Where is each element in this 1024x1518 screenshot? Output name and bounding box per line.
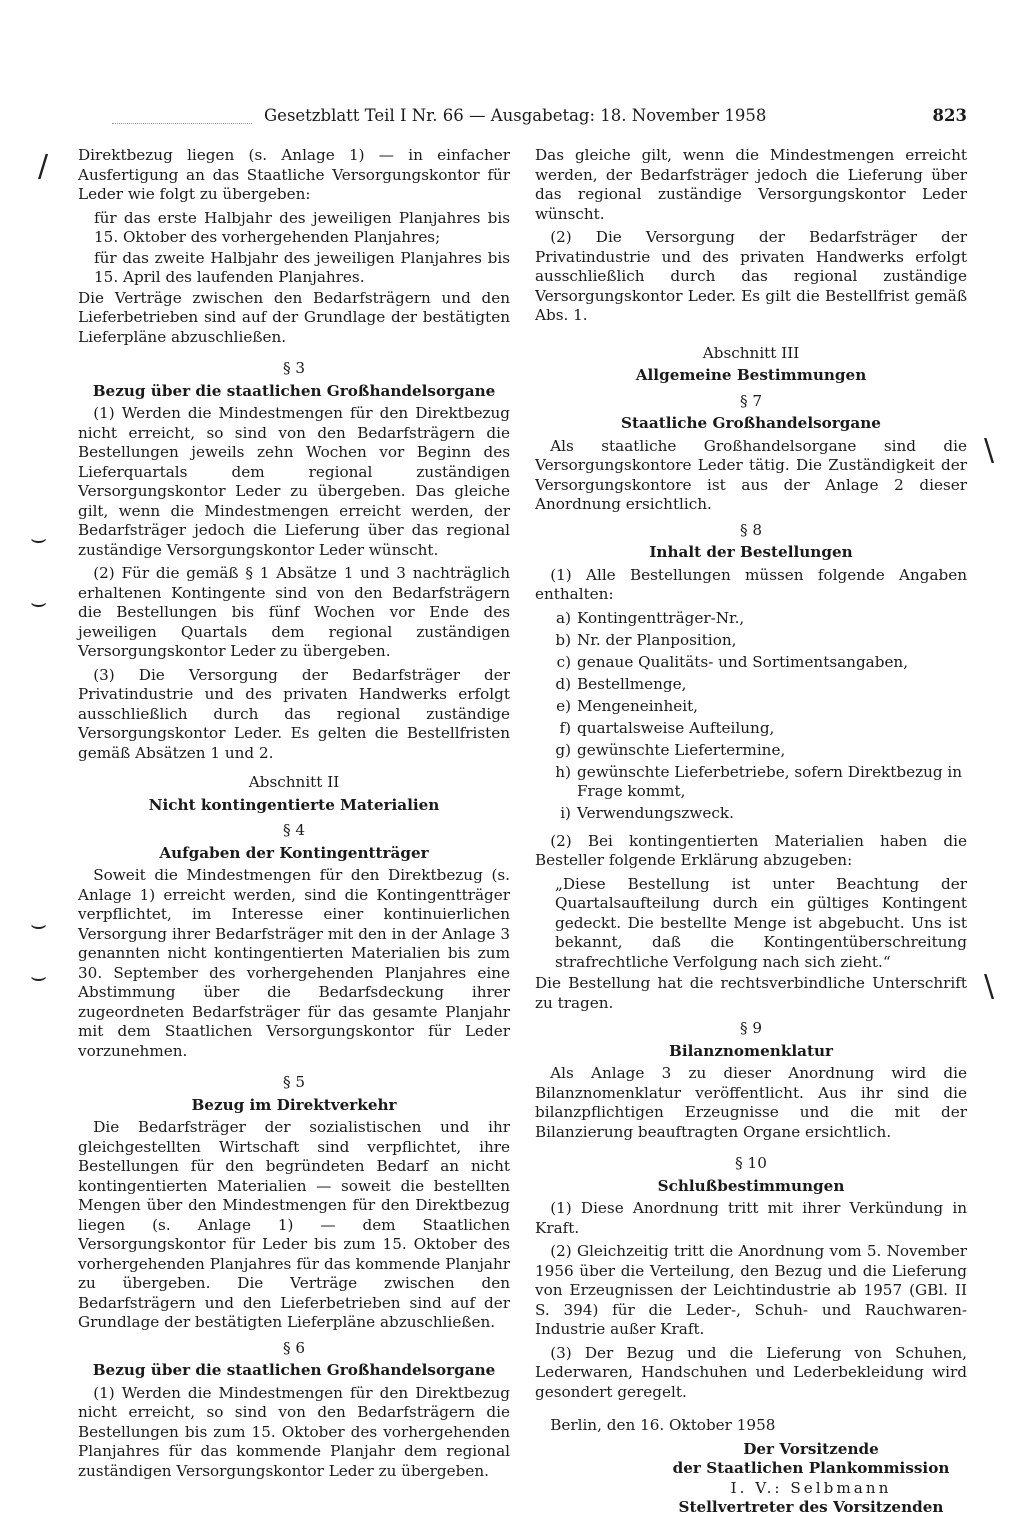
- margin-check-mark: ⌣: [30, 962, 48, 992]
- section-4-para-1: Soweit die Mindestmengen für den Direktbezug (s. Anlage 1) erreicht werden, sind die Kontingentträger verpflichtet, im Interesse einer kontinuierlichen Versorgung ihrer Bedarfsträger mit den in der Anlage 3 genannten nicht kontingentierten Materialien bis zum 30. September des vorhergehenden Planjahres eine Abstimmung über die Bedarfsdeckung ihrer zugeordneten Bedarfsträger für das gesamte Planjahr mit dem Staatlichen Versorgungskontor für Leder vorzunehmen.: [78, 866, 510, 1060]
- section-6-para-1: (1) Werden die Mindestmengen für den Direktbezug nicht erreicht, so sind von den Bedarfsträgern die Bestellungen bis zum 15. Oktober des vorhergehenden Planjahres für das kommende Planjahr dem regional zuständigen Versorgungskontor Leder zu übergeben.: [78, 1383, 510, 1480]
- signatory-role: Stellvertreter des Vorsitzenden: [678, 1498, 944, 1516]
- section-7-para-1: Als staatliche Großhandelsorgane sind die Versorgungskontore Leder tätig. Die Zuständigkeit der Versorgungskontore ist aus der Anlage 2 dieser Anordnung ersichtlich.: [535, 436, 967, 513]
- margin-check-mark: ⌣: [30, 524, 48, 554]
- list-item: d) Bestellmenge,: [555, 674, 687, 693]
- left-column: [78, 146, 510, 1485]
- list-item: f) quartalsweise Aufteilung,: [559, 718, 775, 737]
- abschnitt-3-title: Allgemeine Bestimmungen: [635, 366, 867, 384]
- list-item: i) Verwendungszweck.: [560, 804, 734, 822]
- section-5-title: Bezug im Direktverkehr: [191, 1095, 397, 1114]
- header-title: Gesetzblatt Teil I Nr. 66 — Ausgabetag: 18. November 1958: [264, 106, 767, 125]
- list-item: e) Mengeneinheit,: [556, 696, 698, 715]
- section-5-para-1: Die Bedarfsträger der sozialistischen und ihr gleichgestellten Wirtschaft sind verpflichtet, ihre Bestellungen für den begründeten Bedarf an nicht kontingentierten Materialien — soweit die bestellten Mengen über den Mindestmengen für den Direktbezug liegen (s. Anlage 1) — dem Staatlichen Versorgungskontor für Leder bis zum 15. Oktober des vorhergehenden Planjahres für das kommende Planjahr zu übergeben. Die Verträge zwischen den Bedarfsträgern und den Lieferbetrieben sind auf der Grundlage der bestätigten Lieferpläne abzuschließen.: [78, 1118, 510, 1331]
- intro-sub-second-half: für das zweite Halbjahr des jeweiligen Planjahres bis 15. April des laufenden Planjahres.: [94, 248, 510, 286]
- section-7-number: § 7: [739, 391, 763, 410]
- page-header: [264, 104, 967, 128]
- margin-slash-mark: /: [38, 149, 49, 184]
- right-column: [535, 146, 967, 1518]
- margin-check-mark: ⌣: [30, 910, 48, 940]
- list-item: c) genaue Qualitäts- und Sortimentsangaben,: [556, 652, 909, 671]
- section-5-number: § 5: [282, 1073, 306, 1091]
- section-10-para-3: (3) Der Bezug und die Lieferung von Schuhen, Lederwaren, Handschuhen und Lederbekleidung wird gesondert geregelt.: [535, 1343, 967, 1401]
- section-8-para-1: (1) Alle Bestellungen müssen folgende Angaben enthalten:: [535, 565, 967, 603]
- list-item: g) gewünschte Liefertermine,: [555, 740, 786, 759]
- abschnitt-3-label: Abschnitt III: [702, 343, 800, 362]
- signatory-name: I. V.: Selbmann: [730, 1478, 892, 1497]
- margin-backslash-mark: \: [984, 433, 995, 468]
- section-6-continuation: Das gleiche gilt, wenn die Mindestmengen erreicht werden, der Bedarfsträger jedoch die Lieferung über das regional zuständige Versorgungskontor Leder wünscht.: [535, 146, 967, 223]
- abschnitt-2-label: Abschnitt II: [248, 773, 340, 791]
- section-4-title: Aufgaben der Kontingentträger: [159, 843, 429, 862]
- intro-contracts-paragraph: Die Verträge zwischen den Bedarfsträgern und den Lieferbetrieben sind auf der Grundlage der bestätigten Lieferpläne abzuschließen.: [78, 288, 510, 346]
- header-rule: [112, 123, 252, 124]
- section-3-title: Bezug über die staatlichen Großhandelsorgane: [92, 381, 496, 400]
- section-9-title: Bilanznomenklatur: [668, 1041, 834, 1060]
- abschnitt-2-title: Nicht kontingentierte Materialien: [148, 795, 440, 814]
- section-3-para-1: (1) Werden die Mindestmengen für den Direktbezug nicht erreicht, so sind von den Bedarfsträgern die Bestellungen jeweils zehn Wochen vor Beginn des Lieferquartals dem regional zuständigen Versorgungskontor Leder zu übergeben. Das gleiche gilt, wenn die Mindestmengen erreicht werden, der Bedarfsträger jedoch die Lieferung über das regional zuständige Versorgungskontor Leder wünscht.: [78, 404, 510, 559]
- margin-backslash-mark: \: [984, 969, 995, 1004]
- section-6-title: Bezug über die staatlichen Großhandelsorgane: [92, 1361, 496, 1379]
- section-4-number: § 4: [282, 821, 306, 839]
- section-3-number: § 3: [282, 359, 306, 377]
- section-10-number: § 10: [735, 1154, 767, 1172]
- section-10-title: Schlußbestimmungen: [657, 1176, 845, 1195]
- section-10-para-1: (1) Diese Anordnung tritt mit ihrer Verkündung in Kraft.: [535, 1199, 967, 1237]
- section-6-number: § 6: [282, 1338, 306, 1357]
- section-7-title: Staatliche Großhandelsorgane: [621, 414, 881, 432]
- section-9-number: § 9: [739, 1019, 763, 1037]
- intro-paragraph: Direktbezug liegen (s. Anlage 1) — in einfacher Ausfertigung an das Staatliche Versorgungskontor für Leder wie folgt zu übergeben:: [78, 146, 510, 203]
- margin-check-mark: ⌣: [30, 588, 48, 618]
- place-date: Berlin, den 16. Oktober 1958: [550, 1416, 776, 1434]
- intro-sub-first-half: für das erste Halbjahr des jeweiligen Planjahres bis 15. Oktober des vorhergehenden Planjahres;: [94, 208, 510, 246]
- section-8-declaration-quote: „Diese Bestellung ist unter Beachtung der Quartalsaufteilung durch ein gültiges Kontingent gedeckt. Die bestellte Menge ist abgebucht. Uns ist bekannt, daß die Kontingentüberschreitung strafrechtliche Verfolgung nach sich zieht.“: [555, 874, 967, 971]
- list-item: h) gewünschte Lieferbetriebe, sofern Direktbezug in Frage kommt,: [555, 762, 963, 800]
- page-number: 823: [932, 106, 967, 125]
- list-item: a) Kontingentträger-Nr.,: [556, 608, 745, 627]
- section-8-list: [535, 609, 967, 824]
- section-8-title: Inhalt der Bestellungen: [649, 543, 853, 561]
- section-8-number: § 8: [739, 520, 763, 539]
- section-10-para-2: (2) Gleichzeitig tritt die Anordnung vom 5. November 1956 über die Verteilung, den Bezug und die Lieferung von Erzeugnissen der Leichtindustrie ab 1957 (GBl. II S. 394) für die Leder-, Schuh- und Rauchwaren-Industrie außer Kraft.: [535, 1242, 967, 1338]
- section-8-para-2: (2) Bei kontingentierten Materialien haben die Besteller folgende Erklärung abzugeben:: [535, 831, 967, 869]
- signature-block: [535, 1416, 967, 1518]
- signatory-organisation: der Staatlichen Plankommission: [672, 1459, 950, 1477]
- section-6-para-2: (2) Die Versorgung der Bedarfsträger der Privatindustrie und des privaten Handwerks erfolgt ausschließlich durch das regional zuständige Versorgungskontor Leder. Es gilt die Bestellfrist gemäß Abs. 1.: [535, 228, 967, 324]
- section-3-para-3: (3) Die Versorgung der Bedarfsträger der Privatindustrie und des privaten Handwerks erfolgt ausschließlich durch das regional zuständige Versorgungskontor Leder. Es gelten die Bestellfristen gemäß Absätzen 1 und 2.: [78, 665, 510, 762]
- section-9-para-1: Als Anlage 3 zu dieser Anordnung wird die Bilanznomenklatur veröffentlicht. Aus ihr sind die bilanzpflichtigen Erzeugnisse und die mit der Bilanzierung beauftragten Organe ersichtlich.: [535, 1064, 967, 1141]
- section-8-para-3: Die Bestellung hat die rechtsverbindliche Unterschrift zu tragen.: [535, 974, 967, 1012]
- section-3-para-2: (2) Für die gemäß § 1 Absätze 1 und 3 nachträglich erhaltenen Kontingente sind von den Bedarfsträgern die Bestellungen bis fünf Wochen vor Ende des jeweiligen Quartals dem regional zuständigen Versorgungskontor Leder zu übergeben.: [78, 564, 510, 660]
- signatory-title: Der Vorsitzende: [743, 1439, 879, 1458]
- list-item: b) Nr. der Planposition,: [555, 630, 737, 649]
